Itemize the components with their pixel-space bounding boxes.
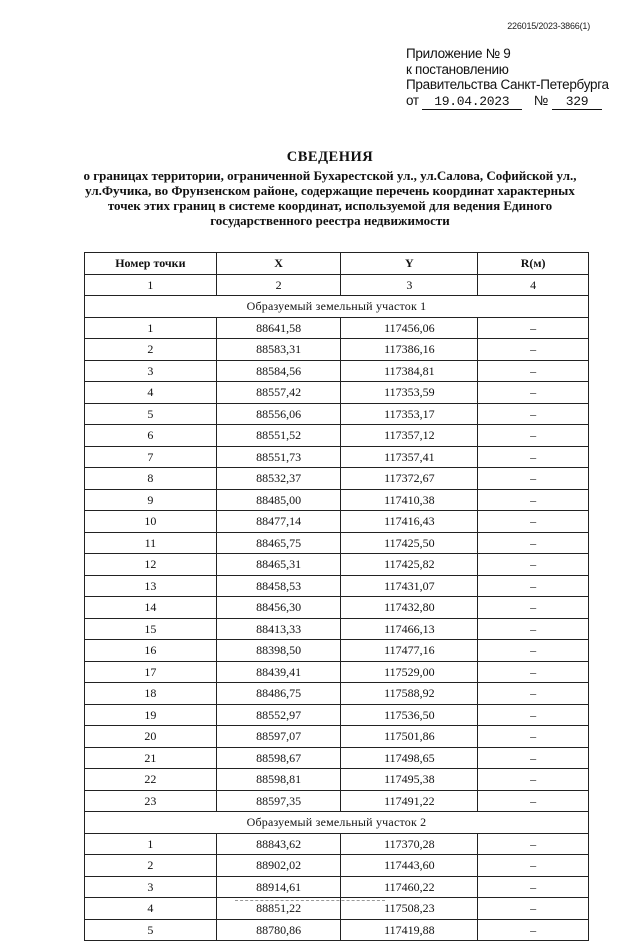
y-coordinate-cell: 117460,22	[341, 876, 478, 898]
radius-cell: –	[478, 855, 589, 877]
x-coordinate-cell: 88584,56	[216, 360, 341, 382]
point-number-cell: 2	[85, 855, 217, 877]
point-number-cell: 1	[85, 833, 217, 855]
table-row	[85, 683, 589, 705]
point-number-cell: 9	[85, 489, 217, 511]
point-number-cell: 1	[85, 317, 217, 339]
point-number-cell: 18	[85, 683, 217, 705]
y-coordinate-cell: 117508,23	[341, 898, 478, 920]
table-row	[85, 704, 589, 726]
y-coordinate-cell: 117588,92	[341, 683, 478, 705]
table-row	[85, 317, 589, 339]
point-number-cell: 2	[85, 339, 217, 361]
table-header-row	[85, 253, 589, 275]
radius-cell: –	[478, 769, 589, 791]
table-row	[85, 833, 589, 855]
table-row	[85, 747, 589, 769]
table-row	[85, 554, 589, 576]
radius-cell: –	[478, 468, 589, 490]
point-number-cell: 23	[85, 790, 217, 812]
radius-cell: –	[478, 726, 589, 748]
x-coordinate-cell: 88914,61	[216, 876, 341, 898]
y-coordinate-cell: 117357,41	[341, 446, 478, 468]
from-label: от	[406, 92, 419, 108]
title-line: о границах территории, ограниченной Бухарестской ул., ул.Салова, Софийской ул.,	[83, 168, 577, 183]
y-coordinate-cell: 117384,81	[341, 360, 478, 382]
y-coordinate-cell: 117357,12	[341, 425, 478, 447]
point-number-cell: 6	[85, 425, 217, 447]
point-number-cell: 14	[85, 597, 217, 619]
table-row	[85, 855, 589, 877]
point-number-cell: 5	[85, 919, 217, 941]
section-title: Образуемый земельный участок 1	[85, 296, 589, 318]
point-number-cell: 19	[85, 704, 217, 726]
table-row	[85, 360, 589, 382]
point-number-cell: 8	[85, 468, 217, 490]
x-coordinate-cell: 88598,81	[216, 769, 341, 791]
radius-cell: –	[478, 790, 589, 812]
resolution-date: 19.04.2023	[422, 94, 522, 111]
x-coordinate-cell: 88641,58	[216, 317, 341, 339]
x-coordinate-cell: 88532,37	[216, 468, 341, 490]
x-coordinate-cell: 88597,07	[216, 726, 341, 748]
title-main: СВЕДЕНИЯ	[286, 149, 374, 165]
y-coordinate-cell: 117491,22	[341, 790, 478, 812]
point-number-cell: 21	[85, 747, 217, 769]
radius-cell: –	[478, 317, 589, 339]
column-number: 1	[85, 274, 217, 296]
x-coordinate-cell: 88486,75	[216, 683, 341, 705]
radius-cell: –	[478, 876, 589, 898]
y-coordinate-cell: 117410,38	[341, 489, 478, 511]
point-number-cell: 11	[85, 532, 217, 554]
table-row	[85, 640, 589, 662]
number-label: №	[533, 92, 548, 108]
y-coordinate-cell: 117477,16	[341, 640, 478, 662]
column-number-row	[85, 274, 589, 296]
radius-cell: –	[478, 532, 589, 554]
x-coordinate-cell: 88556,06	[216, 403, 341, 425]
y-coordinate-cell: 117372,67	[341, 468, 478, 490]
appendix-date-line	[406, 93, 606, 111]
x-coordinate-cell: 88843,62	[216, 833, 341, 855]
point-number-cell: 22	[85, 769, 217, 791]
title-line: точек этих границ в системе координат, используемой для ведения Единого	[107, 198, 553, 213]
appendix-block	[406, 46, 609, 110]
y-coordinate-cell: 117529,00	[341, 661, 478, 683]
y-coordinate-cell: 117425,50	[341, 532, 478, 554]
x-coordinate-cell: 88439,41	[216, 661, 341, 683]
y-coordinate-cell: 117419,88	[341, 919, 478, 941]
table-body	[85, 274, 589, 941]
x-coordinate-cell: 88465,75	[216, 532, 341, 554]
radius-cell: –	[478, 747, 589, 769]
coordinates-table	[84, 252, 589, 941]
y-coordinate-cell: 117536,50	[341, 704, 478, 726]
x-coordinate-cell: 88477,14	[216, 511, 341, 533]
table-row	[85, 446, 589, 468]
resolution-number: 329	[552, 94, 602, 111]
header-y: Y	[341, 253, 478, 275]
x-coordinate-cell: 88551,52	[216, 425, 341, 447]
x-coordinate-cell: 88557,42	[216, 382, 341, 404]
table-row	[85, 511, 589, 533]
point-number-cell: 13	[85, 575, 217, 597]
title-line: ул.Фучика, во Фрунзенском районе, содержащие перечень координат характерных	[85, 183, 575, 198]
radius-cell: –	[478, 683, 589, 705]
y-coordinate-cell: 117386,16	[341, 339, 478, 361]
x-coordinate-cell: 88851,22	[216, 898, 341, 920]
x-coordinate-cell: 88552,97	[216, 704, 341, 726]
x-coordinate-cell: 88465,31	[216, 554, 341, 576]
section-title: Образуемый земельный участок 2	[85, 812, 589, 834]
y-coordinate-cell: 117353,59	[341, 382, 478, 404]
y-coordinate-cell: 117425,82	[341, 554, 478, 576]
x-coordinate-cell: 88780,86	[216, 919, 341, 941]
point-number-cell: 4	[85, 898, 217, 920]
point-number-cell: 3	[85, 360, 217, 382]
radius-cell: –	[478, 403, 589, 425]
point-number-cell: 5	[85, 403, 217, 425]
y-coordinate-cell: 117370,28	[341, 833, 478, 855]
header-x: X	[216, 253, 341, 275]
table-row	[85, 618, 589, 640]
point-number-cell: 3	[85, 876, 217, 898]
radius-cell: –	[478, 597, 589, 619]
table-row	[85, 919, 589, 941]
column-number: 2	[216, 274, 341, 296]
x-coordinate-cell: 88458,53	[216, 575, 341, 597]
table-row	[85, 769, 589, 791]
radius-cell: –	[478, 704, 589, 726]
document-title	[70, 150, 590, 228]
header-point-number: Номер точки	[85, 253, 217, 275]
y-coordinate-cell: 117443,60	[341, 855, 478, 877]
radius-cell: –	[478, 575, 589, 597]
title-line: государственного реестра недвижимости	[210, 213, 450, 228]
y-coordinate-cell: 117501,86	[341, 726, 478, 748]
radius-cell: –	[478, 446, 589, 468]
radius-cell: –	[478, 489, 589, 511]
appendix-line-1: Приложение № 9	[406, 46, 511, 61]
radius-cell: –	[478, 640, 589, 662]
x-coordinate-cell: 88398,50	[216, 640, 341, 662]
point-number-cell: 16	[85, 640, 217, 662]
point-number-cell: 20	[85, 726, 217, 748]
table-row	[85, 790, 589, 812]
x-coordinate-cell: 88551,73	[216, 446, 341, 468]
table-row	[85, 597, 589, 619]
column-number: 3	[341, 274, 478, 296]
y-coordinate-cell: 117498,65	[341, 747, 478, 769]
y-coordinate-cell: 117495,38	[341, 769, 478, 791]
y-coordinate-cell: 117432,80	[341, 597, 478, 619]
table-row	[85, 575, 589, 597]
table-row	[85, 726, 589, 748]
x-coordinate-cell: 88485,00	[216, 489, 341, 511]
appendix-line-2: к постановлению	[406, 61, 509, 77]
y-coordinate-cell: 117466,13	[341, 618, 478, 640]
radius-cell: –	[478, 339, 589, 361]
radius-cell: –	[478, 511, 589, 533]
point-number-cell: 17	[85, 661, 217, 683]
x-coordinate-cell: 88413,33	[216, 618, 341, 640]
point-number-cell: 4	[85, 382, 217, 404]
table-row	[85, 876, 589, 898]
x-coordinate-cell: 88456,30	[216, 597, 341, 619]
table-row	[85, 382, 589, 404]
section-title-row	[85, 812, 589, 834]
point-number-cell: 15	[85, 618, 217, 640]
x-coordinate-cell: 88597,35	[216, 790, 341, 812]
header-radius: R(м)	[478, 253, 589, 275]
radius-cell: –	[478, 833, 589, 855]
y-coordinate-cell: 117456,06	[341, 317, 478, 339]
document-code: 226015/2023-3866(1)	[507, 21, 590, 31]
radius-cell: –	[478, 919, 589, 941]
page-edge-mark	[235, 900, 385, 903]
radius-cell: –	[478, 554, 589, 576]
x-coordinate-cell: 88902,02	[216, 855, 341, 877]
y-coordinate-cell: 117353,17	[341, 403, 478, 425]
point-number-cell: 7	[85, 446, 217, 468]
radius-cell: –	[478, 382, 589, 404]
radius-cell: –	[478, 661, 589, 683]
table-row	[85, 661, 589, 683]
column-number: 4	[478, 274, 589, 296]
table-row	[85, 403, 589, 425]
table-row	[85, 468, 589, 490]
table-row	[85, 532, 589, 554]
x-coordinate-cell: 88598,67	[216, 747, 341, 769]
radius-cell: –	[478, 360, 589, 382]
y-coordinate-cell: 117416,43	[341, 511, 478, 533]
table-row	[85, 425, 589, 447]
point-number-cell: 10	[85, 511, 217, 533]
point-number-cell: 12	[85, 554, 217, 576]
radius-cell: –	[478, 618, 589, 640]
appendix-line-3: Правительства Санкт-Петербурга	[406, 77, 609, 92]
radius-cell: –	[478, 898, 589, 920]
section-title-row	[85, 296, 589, 318]
table-row	[85, 339, 589, 361]
radius-cell: –	[478, 425, 589, 447]
x-coordinate-cell: 88583,31	[216, 339, 341, 361]
table-row	[85, 489, 589, 511]
y-coordinate-cell: 117431,07	[341, 575, 478, 597]
